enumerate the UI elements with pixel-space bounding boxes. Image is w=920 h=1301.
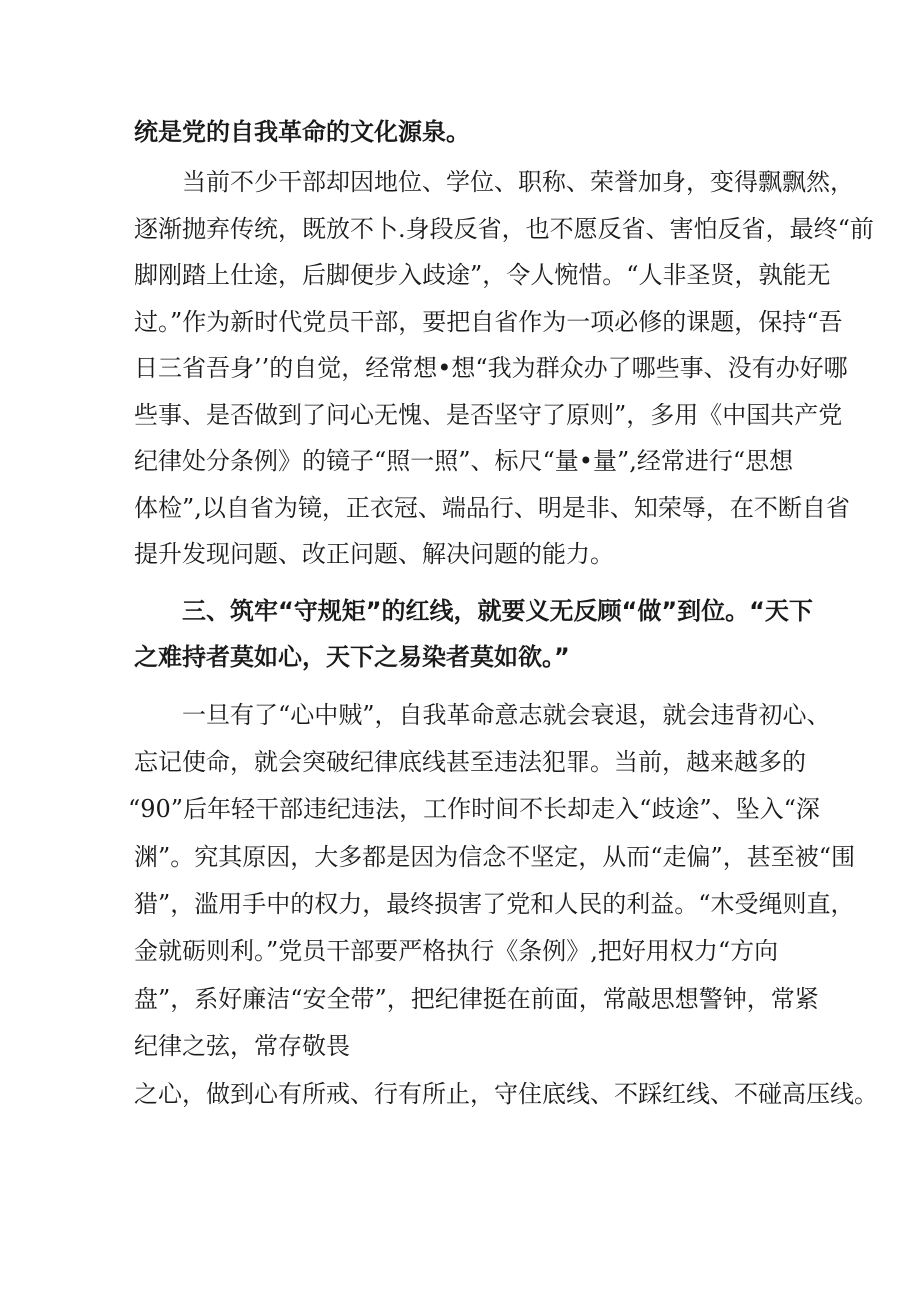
paragraph-line: 提升发现问题、改正问题、解决问题的能力。: [134, 540, 614, 568]
paragraph-line: “90”后年轻干部违纪违法，工作时间不长却走入“歧途”、坠入“深: [128, 795, 820, 823]
paragraph-line: 纪律之弦，常存敬畏: [134, 1032, 350, 1060]
paragraph-line: 盘”，系好廉洁“安全带”，把纪律挺在前面，常敲思想警钟，常紧: [134, 985, 819, 1013]
paragraph-line: 日三省吾身’’的自觉，经常想•想“我为群众办了哪些事、没有办好哪: [134, 354, 848, 382]
section-heading-line: 之难持者莫如心，天下之易染者莫如欲。”: [134, 643, 570, 671]
paragraph-line: 统是党的自我革命的文化源泉。: [134, 118, 470, 146]
section-heading-line: 三、筑牢“守规矩”的红线，就要义无反顾“做”到位。“天下: [182, 597, 813, 625]
paragraph-line: 过。”作为新时代党员干部，要把自省作为一项必修的课题，保持“吾: [134, 308, 843, 336]
paragraph-line: 一旦有了“心中贼”，自我革命意志就会衰退，就会违背初心、: [182, 701, 831, 729]
paragraph-line: 体检”,以自省为镜，正衣冠、端品行、明是非、知荣辱，在不断自省: [134, 494, 850, 522]
paragraph-line: 忘记使命，就会突破纪律底线甚至违法犯罪。当前，越来越多的: [134, 748, 806, 776]
paragraph-line: 渊”。究其原因，大多都是因为信念不坚定，从而“走偏”，甚至被“围: [134, 843, 856, 871]
paragraph-line: 些事、是否做到了问心无愧、是否坚守了原则”，多用《中国共产党: [134, 401, 843, 429]
paragraph-line: 脚刚踏上仕途，后脚便步入歧途”，令人惋惜。“人非圣贤，孰能无: [134, 261, 831, 289]
paragraph-line: 金就砺则利。”党员干部要严格执行《条例》,把好用权力“方向: [134, 937, 779, 965]
paragraph-line: 当前不少干部却因地位、学位、职称、荣誉加身，变得飘飘然，: [182, 168, 854, 196]
paragraph-line: 逐渐抛弃传统，既放不卜.身段反省，也不愿反省、害怕反省，最终“前: [134, 215, 874, 243]
paragraph-line: 之心，做到心有所戒、行有所止，守住底线、不踩红线、不碰高压线。: [134, 1080, 878, 1108]
paragraph-line: 纪律处分条例》的镜子“照一照”、标尺“量•量”,经常进行“思想: [134, 447, 794, 475]
paragraph-line: 猎”，滥用手中的权力，最终损害了党和人民的利益。“木受绳则直，: [134, 890, 855, 918]
